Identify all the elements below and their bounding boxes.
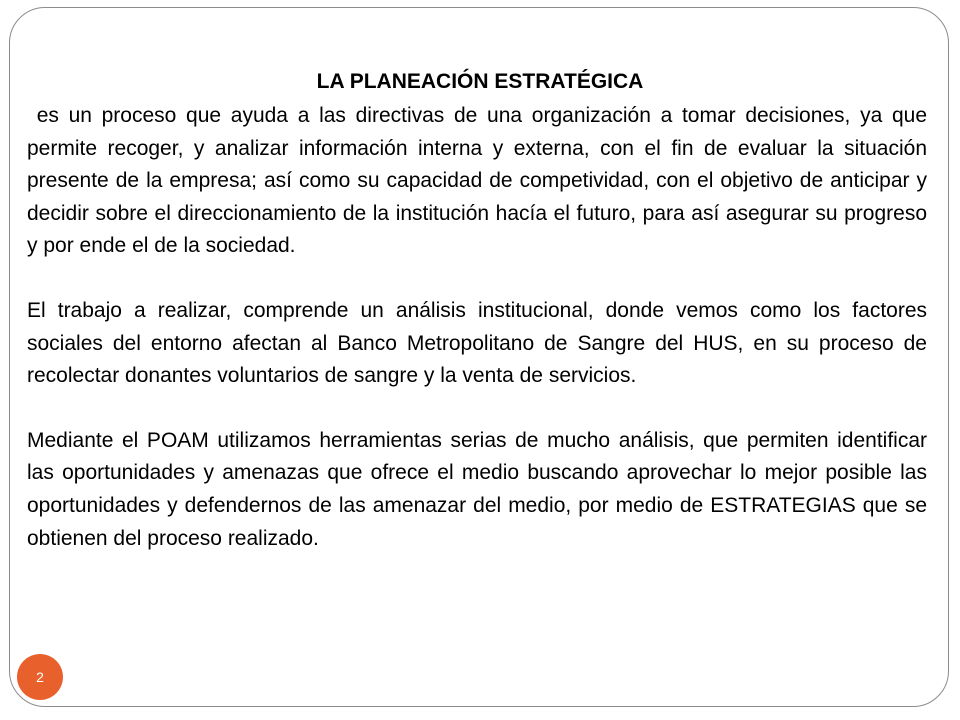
slide-body <box>27 100 927 555</box>
slide-title: LA PLANEACIÓN ESTRATÉGICA <box>316 70 644 93</box>
paragraph-work: El trabajo a realizar, comprende un análisis institucional, donde vemos como los factores sociales del entorno afectan al Banco Metropolitano de Sangre del HUS, en su proceso de recolectar donantes voluntarios de sangre y la venta de servicios. <box>27 298 927 388</box>
paragraph-definition: es un proceso que ayuda a las directivas de una organización a tomar decisiones, ya que permite recoger, y analizar información interna y externa, con el fin de evaluar la situación presente de la empresa; así como su capacidad de competividad, con el objetivo de anticipar y decidir sobre el direccionamiento de la institución hacía el futuro, para así asegurar su progreso y por ende el de la sociedad. <box>27 104 927 258</box>
paragraph-poam: Mediante el POAM utilizamos herramientas serias de mucho análisis, que permiten identificar las oportunidades y amenazas que ofrece el medio buscando aprovechar lo mejor posible las oportunidades y defendernos de las amenazar del medio, por medio de ESTRATEGIAS que se obtienen del proceso realizado. <box>27 428 927 550</box>
page-number-badge: 2 <box>17 654 63 700</box>
